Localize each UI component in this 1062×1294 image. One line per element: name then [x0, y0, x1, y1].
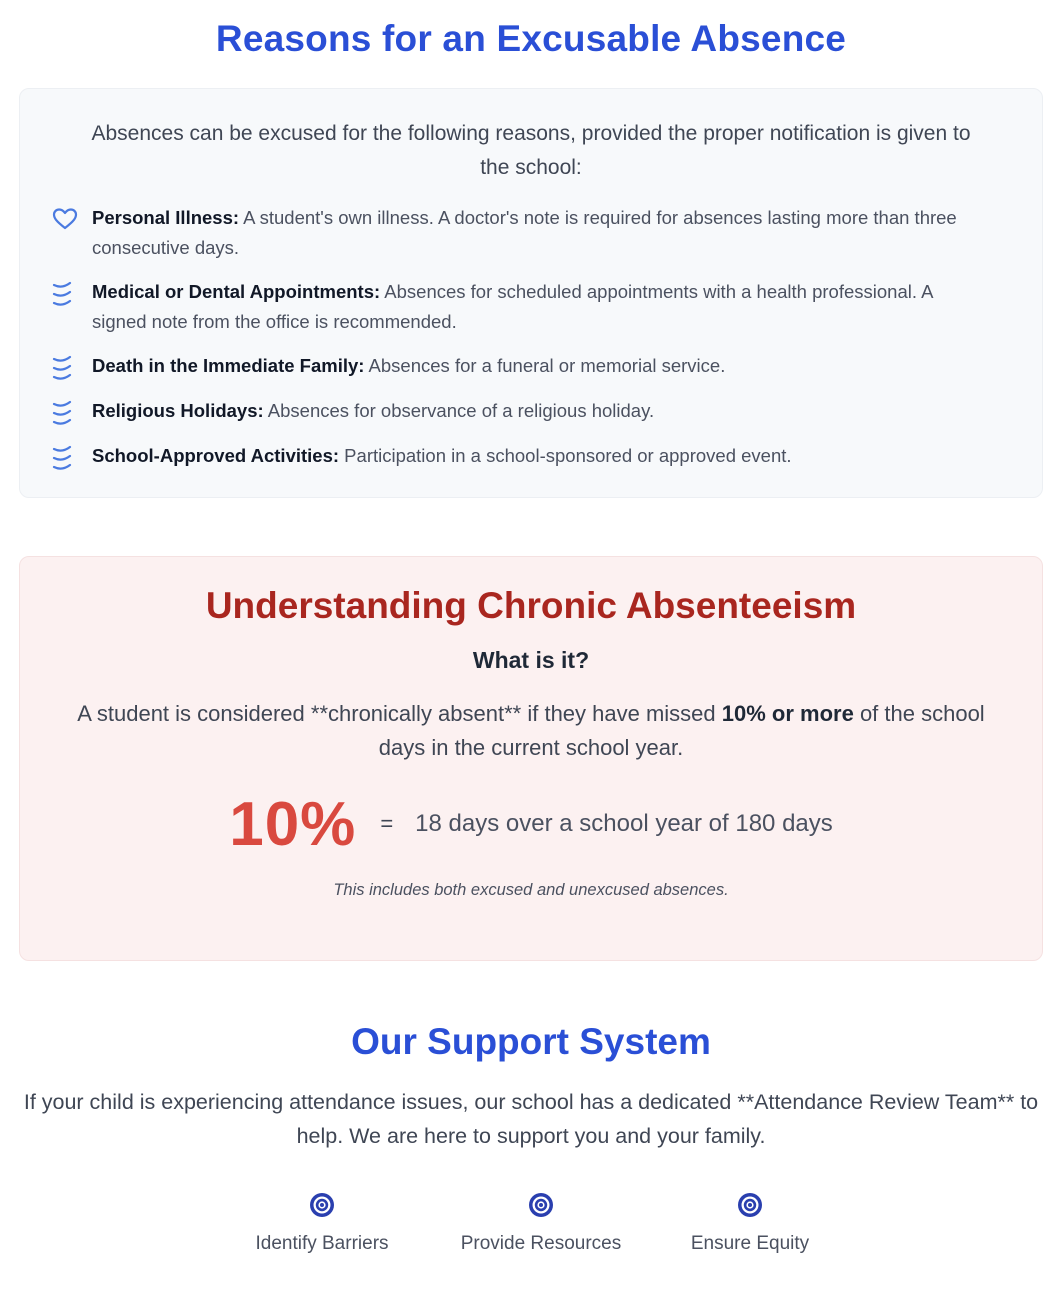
- heart-icon: [50, 203, 92, 232]
- chronic-definition: [20, 697, 1042, 789]
- pillar-label: Identify Barriers: [255, 1233, 389, 1254]
- definition-bold: 10% or more: [721, 701, 854, 726]
- wave-icon: [50, 396, 92, 427]
- reason-description: Absences for observance of a religious holiday.: [263, 400, 655, 421]
- reason-label: School-Approved Activities:: [92, 445, 340, 466]
- reason-label: Personal Illness:: [92, 207, 240, 228]
- reason-item: [50, 441, 1012, 472]
- reason-label: Death in the Immediate Family:: [92, 355, 365, 376]
- chronic-absenteeism-card: [19, 556, 1043, 961]
- stat-row: [20, 789, 1042, 859]
- target-icon: [308, 1187, 336, 1223]
- reason-label: Religious Holidays:: [92, 400, 264, 421]
- support-text: If your child is experiencing attendance issues, our school has a dedicated **Attendance Review Team** to help. We are here to support you and your family.: [23, 1090, 1039, 1148]
- support-system-title: Our Support System: [351, 1021, 711, 1062]
- reason-item: [50, 203, 1012, 263]
- what-is-it-heading: What is it?: [472, 647, 590, 673]
- reason-item: [50, 396, 1012, 427]
- reason-description: Participation in a school-sponsored or approved event.: [339, 445, 792, 466]
- pillar-ensure-equity: [660, 1187, 840, 1255]
- excusable-reasons-card: [19, 88, 1043, 498]
- pillar-label: Ensure Equity: [690, 1233, 810, 1254]
- excusable-absence-title: Reasons for an Excusable Absence: [215, 18, 847, 59]
- stat-description: 18 days over a school year of 180 days: [415, 810, 833, 837]
- reason-description: Absences for a funeral or memorial service.: [364, 355, 726, 376]
- wave-icon: [50, 277, 92, 308]
- wave-icon: [50, 441, 92, 472]
- pillar-identify-barriers: [222, 1187, 422, 1255]
- chronic-absenteeism-title: Understanding Chronic Absenteeism: [205, 585, 857, 626]
- reason-item: [50, 277, 1012, 337]
- wave-icon: [50, 351, 92, 382]
- absence-note: This includes both excused and unexcused absences.: [333, 881, 729, 899]
- reason-description: Absences for scheduled appointments with a health professional. A signed note from the office is recommended.: [92, 281, 933, 332]
- stat-equals: =: [380, 811, 394, 836]
- pillar-provide-resources: [422, 1187, 660, 1255]
- support-pillars: [0, 1187, 1062, 1255]
- target-icon: [736, 1187, 764, 1223]
- target-icon: [527, 1187, 555, 1223]
- reason-description: A student's own illness. A doctor's note is required for absences lasting more than three consecutive days.: [92, 207, 957, 258]
- excusable-intro: Absences can be excused for the following reasons, provided the proper notification is given to the school:: [91, 122, 971, 179]
- definition-before: A student is considered **chronically absent** if they have missed: [77, 701, 722, 726]
- reason-list: [50, 203, 1012, 472]
- reason-label: Medical or Dental Appointments:: [92, 281, 381, 302]
- reason-item: [50, 351, 1012, 382]
- stat-percentage: 10%: [229, 789, 357, 859]
- pillar-label: Provide Resources: [460, 1233, 622, 1254]
- definition-after: of the school days in the current school year.: [378, 701, 985, 760]
